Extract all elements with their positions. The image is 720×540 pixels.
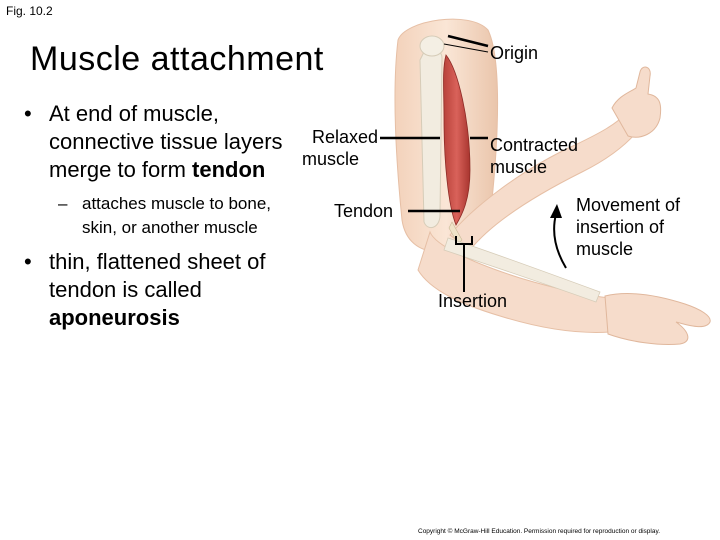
bullet-tendon: [22, 100, 292, 184]
label-contracted-line1: Contracted: [490, 135, 579, 155]
arm-drawing: [290, 0, 720, 540]
arm-illustration: [290, 0, 720, 540]
movement-arrow: [554, 214, 566, 268]
label-insertion: Insertion: [438, 291, 508, 311]
bullet-list: [22, 100, 292, 332]
bullet-marker: •: [24, 249, 32, 274]
slide-title: Muscle attachment: [30, 40, 324, 78]
sub-bullet-text: attaches muscle to bone, skin, or another muscle: [82, 194, 272, 237]
movement-arrowhead: [550, 204, 562, 218]
bullet-text: thin, flattened sheet of tendon is called: [49, 249, 266, 302]
lowered-hand: [605, 294, 710, 345]
label-relaxed: [302, 126, 378, 170]
bullet-marker: •: [24, 101, 32, 126]
label-movement-line1: Movement of: [576, 195, 681, 215]
humerus-head: [420, 36, 444, 56]
label-movement-line3: muscle: [576, 239, 634, 259]
label-origin: Origin: [490, 43, 539, 63]
sub-bullet-attaches: [22, 192, 292, 240]
copyright-notice: Copyright © McGraw-Hill Education. Permission required for reproduction or display.: [418, 528, 661, 535]
label-movement-line2: insertion of: [576, 217, 665, 237]
label-movement: [576, 194, 680, 260]
label-tendon: Tendon: [334, 201, 394, 221]
term-aponeurosis: aponeurosis: [49, 305, 180, 330]
label-relaxed-line1: Relaxed: [312, 127, 379, 147]
label-contracted: [490, 134, 578, 178]
term-tendon: tendon: [192, 157, 266, 182]
bullet-aponeurosis: [22, 248, 292, 332]
bullet-text: At end of muscle, connective tissue layers merge to form: [49, 101, 283, 182]
label-relaxed-line2: muscle: [302, 149, 360, 169]
sub-bullet-marker: –: [58, 194, 68, 213]
figure-number: Fig. 10.2: [6, 4, 53, 18]
label-contracted-line2: muscle: [490, 157, 548, 177]
